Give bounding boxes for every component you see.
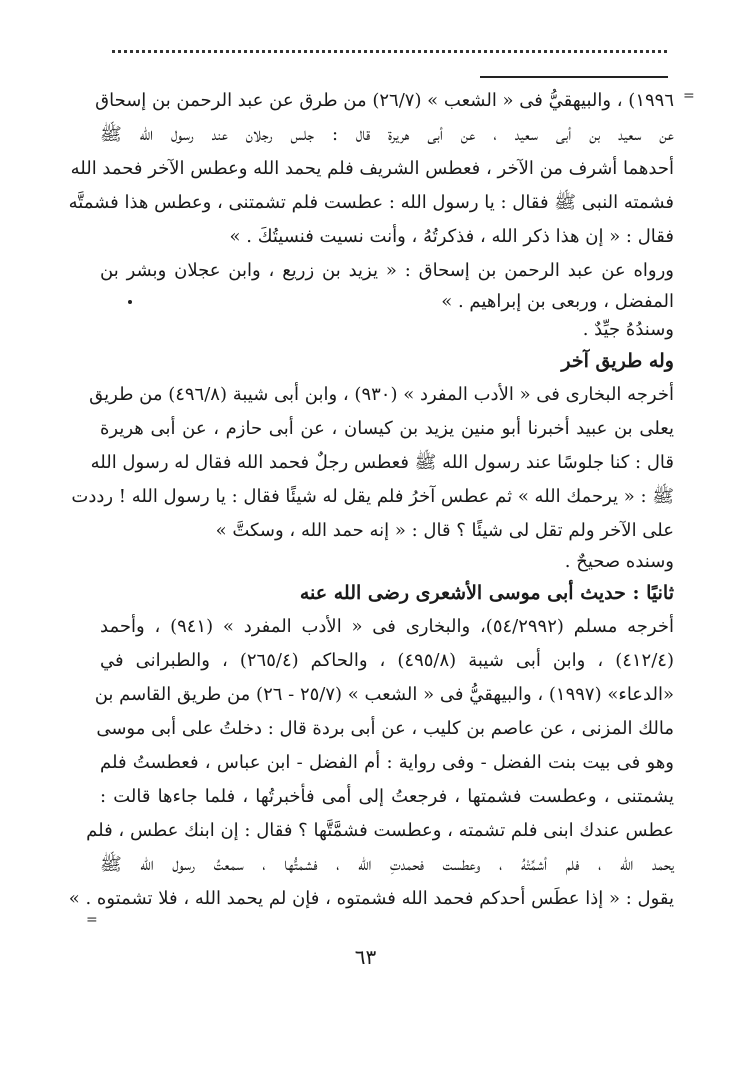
text-line: أحدهما أشرف من الآخر ، فعطس الشريف فلم يحمد الله وعطس الآخر فحمد الله bbox=[70, 158, 674, 179]
text-line: على الآخر ولم تقل لى شيئًا ؟ قال : « إنه حمد الله ، وسكتَّ » bbox=[215, 520, 674, 541]
text-line: مالك المزنى ، عن عاصم بن كليب ، عن أبى بردة قال : دخلتُ على أبى موسى bbox=[96, 718, 674, 739]
text-line: ١٩٩٦) ، والبيهقيُّ فى « الشعب » (٢٦/٧) من طرق عن عبد الرحمن بن إسحاق bbox=[95, 90, 674, 111]
section-heading: ثانيًا : حديث أبى موسى الأشعرى رضى الله عنه bbox=[299, 582, 674, 604]
text-line: وسندُهُ جيِّدٌ . bbox=[582, 319, 674, 340]
text-line: يحمد الله ، فلم أشمِّتْهُ ، وعطست فحمدتِ الله ، فشمتُّها ، سمعتُ رسول الله ﷺ bbox=[100, 854, 674, 875]
page-number: ٦٣ bbox=[354, 945, 377, 969]
text-line: أخرجه البخارى فى « الأدب المفرد » (٩٣٠) ، وابن أبى شيبة (٤٩٦/٨) من طريق bbox=[89, 384, 674, 405]
body-text bbox=[68, 84, 674, 916]
margin-mark-top: = bbox=[683, 88, 695, 104]
text-line: المفضل ، وربعى بن إبراهيم . » bbox=[441, 291, 674, 312]
text-line: يقول : « إذا عطَس أحدكم فحمد الله فشمتوه ، فإن لم يحمد الله ، فلا تشمتوه . » bbox=[68, 888, 674, 909]
section-heading: وله طريق آخر bbox=[561, 350, 674, 372]
text-line: عن سعيد بن أبى سعيد ، عن أبى هريرة قال : جلس رجلان عند رسول الله ﷺ bbox=[100, 124, 674, 145]
text-line: «الدعاء» (١٩٩٧) ، والبيهقيُّ فى « الشعب » (٢٥/٧ - ٢٦) من طريق القاسم بن bbox=[94, 684, 674, 705]
text-line: يشمتنى ، وعطست فشمتها ، فرجعتُ إلى أمى فأخبرتُها ، فلما جاءها قالت : bbox=[100, 786, 674, 807]
text-line: عطس عندك ابنى فلم تشمته ، وعطست فشمَّتَّها ؟ فقال : إن ابنك عطس ، فلم bbox=[86, 820, 674, 841]
text-line: وسنده صحيحٌ . bbox=[564, 551, 674, 572]
margin-mark-bottom: = bbox=[86, 912, 98, 928]
dotted-separator bbox=[112, 50, 667, 53]
text-line: ﷺ : « يرحمك الله » ثم عطس آخرُ فلم يقل له شيئًا فقال : يا رسول الله ! رددت bbox=[71, 486, 674, 507]
footnote-rule bbox=[480, 76, 668, 78]
text-line: أخرجه مسلم (٥٤/٢٩٩٢)، والبخارى فى « الأدب المفرد » (٩٤١) ، وأحمد bbox=[100, 616, 674, 637]
text-line: ورواه عن عبد الرحمن بن إسحاق : « يزيد بن زريع ، وابن عجلان وبشر بن bbox=[100, 260, 674, 281]
text-line: فشمته النبى ﷺ فقال : يا رسول الله : عطست فلم تشمتنى ، وعطس هذا فشمتَّه bbox=[68, 192, 674, 213]
text-line: فقال : « إن هذا ذكر الله ، فذكرتُهُ ، وأنت نسيت فنسيتُكَ . » bbox=[229, 226, 674, 247]
text-line: يعلى بن عبيد أخبرنا أبو منين يزيد بن كيسان ، عن أبى حازم ، عن أبى هريرة bbox=[100, 418, 674, 439]
text-line: (٤١٢/٤) ، وابن أبى شيبة (٤٩٥/٨) ، والحاكم (٢٦٥/٤) ، والطبرانى في bbox=[100, 650, 674, 671]
text-line: قال : كنا جلوسًا عند رسول الله ﷺ فعطس رجلٌ فحمد الله فقال له رسول الله bbox=[90, 452, 674, 473]
text-line: وهو فى بيت بنت الفضل - وفى رواية : أم الفضل - ابن عباس ، فعطستُ فلم bbox=[100, 752, 674, 773]
